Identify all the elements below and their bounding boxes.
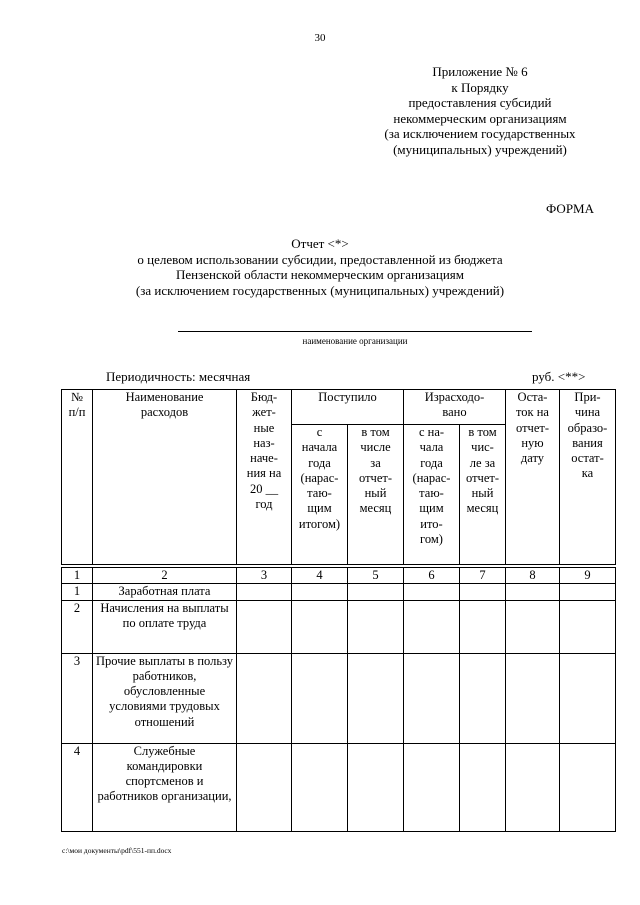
- row-cell[interactable]: [404, 653, 460, 743]
- header-balance: Оста- ток на отчет- ную дату: [506, 390, 560, 565]
- row-cell[interactable]: [460, 653, 506, 743]
- row-cell[interactable]: [560, 743, 616, 831]
- header-budget: Бюд- жет- ные наз- наче- ния на 20 __ год: [237, 390, 292, 565]
- row-name: Служебные командировки спортсменов и работников организации,: [93, 743, 237, 831]
- row-cell[interactable]: [506, 743, 560, 831]
- row-cell[interactable]: [506, 584, 560, 600]
- row-num: 2: [62, 600, 93, 653]
- row-cell[interactable]: [404, 743, 460, 831]
- row-num: 4: [62, 743, 93, 831]
- row-cell[interactable]: [460, 584, 506, 600]
- row-name: Начисления на выплаты по оплате труда: [93, 600, 237, 653]
- report-title-line: Отчет <*>: [291, 236, 349, 251]
- table-row: [62, 600, 616, 653]
- row-num: 3: [62, 653, 93, 743]
- column-number: 7: [460, 568, 506, 584]
- periodicity-label: Периодичность: месячная: [106, 369, 251, 384]
- row-cell[interactable]: [506, 653, 560, 743]
- currency-label: руб. <**>: [532, 369, 586, 384]
- row-cell[interactable]: [348, 600, 404, 653]
- row-name: Заработная плата: [93, 584, 237, 600]
- form-label: ФОРМА: [546, 201, 594, 216]
- row-cell[interactable]: [237, 743, 292, 831]
- header-reason: При- чина образо- вания остат- ка: [560, 390, 616, 565]
- header-received-month: в том числе за отчет- ный месяц: [348, 425, 404, 565]
- row-cell[interactable]: [348, 743, 404, 831]
- row-num: 1: [62, 584, 93, 600]
- report-title-line: о целевом использовании субсидии, предоставленной из бюджета: [137, 251, 503, 267]
- row-cell[interactable]: [237, 600, 292, 653]
- appendix-header: [330, 64, 630, 157]
- row-cell[interactable]: [348, 653, 404, 743]
- row-cell[interactable]: [292, 584, 348, 600]
- report-title: [0, 236, 640, 298]
- row-cell[interactable]: [292, 743, 348, 831]
- row-cell[interactable]: [292, 600, 348, 653]
- header-num: № п/п: [62, 390, 93, 565]
- header-received: Поступило: [292, 390, 404, 425]
- column-number: 9: [560, 568, 616, 584]
- footer-file-path: c:\мои документы\pdf\551-пп.docx: [62, 846, 172, 855]
- header-name: Наименование расходов: [93, 390, 237, 565]
- row-cell[interactable]: [506, 600, 560, 653]
- column-number: 6: [404, 568, 460, 584]
- row-cell[interactable]: [560, 584, 616, 600]
- appendix-line: к Порядку: [451, 79, 509, 95]
- row-cell[interactable]: [237, 584, 292, 600]
- row-cell[interactable]: [560, 653, 616, 743]
- org-name-caption: наименование организации: [302, 336, 408, 346]
- column-number: 3: [237, 568, 292, 584]
- row-cell[interactable]: [237, 653, 292, 743]
- header-spent-since-start: с на- чала года (нарас- таю- щим ито- гом): [404, 425, 460, 565]
- row-cell[interactable]: [560, 600, 616, 653]
- org-name-line: [178, 331, 532, 332]
- appendix-line: (муниципальных) учреждений): [393, 141, 567, 157]
- report-table: [61, 389, 616, 832]
- row-cell[interactable]: [460, 600, 506, 653]
- report-title-line: (за исключением государственных (муниципальных) учреждений): [135, 282, 505, 298]
- row-cell[interactable]: [404, 584, 460, 600]
- header-spent: Израсходо- вано: [404, 390, 506, 425]
- row-cell[interactable]: [292, 653, 348, 743]
- column-number: 4: [292, 568, 348, 584]
- column-number: 1: [62, 568, 93, 584]
- row-name: Прочие выплаты в пользу работников, обусловленные условиями трудовых отношений: [93, 653, 237, 743]
- appendix-line: некоммерческим организациям: [393, 110, 567, 126]
- row-cell[interactable]: [348, 584, 404, 600]
- column-number-row: [62, 568, 616, 584]
- appendix-line: Приложение № 6: [432, 64, 528, 79]
- header-received-since-start: с начала года (нарас- таю- щим итогом): [292, 425, 348, 565]
- table-row: [62, 653, 616, 743]
- column-number: 8: [506, 568, 560, 584]
- column-number: 2: [93, 568, 237, 584]
- page-number: 30: [314, 32, 326, 44]
- report-title-line: Пензенской области некоммерческим организациям: [175, 267, 465, 283]
- table-row: [62, 584, 616, 600]
- column-number: 5: [348, 568, 404, 584]
- table-row: [62, 743, 616, 831]
- row-cell[interactable]: [460, 743, 506, 831]
- appendix-line: (за исключением государственных: [384, 126, 576, 141]
- row-cell[interactable]: [404, 600, 460, 653]
- header-spent-month: в том чис- ле за отчет- ный месяц: [460, 425, 506, 565]
- appendix-line: предоставления субсидий: [408, 95, 552, 110]
